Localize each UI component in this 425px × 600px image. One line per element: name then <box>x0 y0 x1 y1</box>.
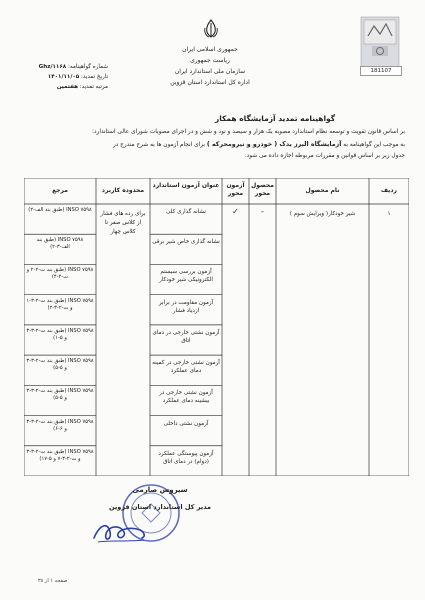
header-test-title: عنوان آزمون استاندارد <box>152 182 220 189</box>
test-reference: INSO ۷۵۹۸ (طبق بند ت-۲-۳-۳ و ۵-۱) <box>26 327 94 341</box>
issuer-line-2: ریاست جمهوری <box>190 57 230 64</box>
test-title: آزمون مقاومت در برابر ازدیاد فشار <box>158 299 214 314</box>
test-reference: INSO ۷۵۹۸ (طبق بند ت-۲-۳-۳ و ۶-۶) <box>26 418 94 432</box>
document-title: گواهینامه تمدید آزمایشگاه همکار <box>214 114 336 123</box>
scope-table <box>24 178 409 476</box>
permission-post: برای انجام آزمون ها به شرح مندرج در <box>112 142 207 148</box>
renewal-date-label: تاریخ تمدید: <box>80 74 108 80</box>
test-reference: INSO ۷۵۹۸ (طبق بند ت-۲-۳-۳ و ۵-۵) <box>26 358 94 372</box>
header-reference: مرجع <box>52 187 68 194</box>
test-title: نشانه گذاری خاص شیر برقی <box>152 239 220 246</box>
test-reference: INSO ۷۵۹۸ (طبق بند الف-۳-۲) <box>36 237 84 251</box>
renewal-round-row <box>28 82 108 92</box>
header-product-name: نام محصول <box>305 187 340 194</box>
renewal-date-row <box>28 72 108 82</box>
certificate-meta <box>28 62 108 92</box>
test-title: آزمون نشتی خارجی در کمینه دمای عملکرد <box>152 360 220 375</box>
test-title: آزمون بررسی سیستم الکترونیکی شیر خودکار <box>159 269 213 284</box>
product-name: شیر خودکار( ویرایش سوم ) <box>289 211 356 217</box>
permission-paragraph <box>20 140 405 150</box>
header-row-number: ردیف <box>381 187 397 194</box>
test-title: آزمون نشتی خارجی در دمای اتاق <box>152 329 220 344</box>
renewal-date-value: ۱۴۰۱/۱۱/۰۵ <box>47 74 80 80</box>
renewal-round-value: هفتمین <box>56 84 78 90</box>
page-number: صفحه ۱ از ۳۸ <box>38 578 68 584</box>
test-title: نشانه گذاری کلی <box>166 209 206 215</box>
product-axis-value: - <box>261 207 264 216</box>
permission-pre: به موجب این گواهینامه به <box>341 142 405 148</box>
issuer-line-3: سازمان ملی استاندارد ایران <box>174 68 246 75</box>
renewal-round-label: مرتبه تمدید: <box>79 84 108 90</box>
cert-number-label: شماره گواهینامه: <box>67 64 108 70</box>
laboratory-name: آزمایشگاه البرز یدک ( خودرو و نیرومحرکه ) <box>206 141 342 148</box>
test-title: آزمون پیوستگی عملکرد (دوام) در دمای اتاق <box>158 450 214 465</box>
signer-title: مدیر کل استاندارد استان قزوین <box>108 503 211 511</box>
header-test-axis: آزمون محور <box>226 182 245 197</box>
handwritten-signature-icon <box>90 518 150 546</box>
permission-paragraph-end: جدول زیر بر اساس قوانین و مقررات مربوطه اجازه داده می شود. <box>244 153 405 159</box>
row-number: ۱ <box>387 211 391 217</box>
test-reference: INSO ۷۵۹۸ (طبق بند ت-۲-۳-۱ و ت-۲-۳-۲) <box>26 297 94 311</box>
issuer-block <box>150 44 270 88</box>
header-product-axis: محصول محور <box>251 182 274 197</box>
test-title: آزمون نشتی داخلی <box>163 420 209 427</box>
test-reference: INSO ۷۵۹۸ (طبق بند الف-۲) <box>28 207 92 213</box>
test-axis-check: ✓ <box>232 207 239 216</box>
cert-number-row <box>28 62 108 72</box>
test-reference: INSO ۷۵۹۸ (طبق بند ت-۲-۲ و ت-۲-۴) <box>26 267 94 281</box>
issuer-line-4: اداره کل استاندارد استان قزوین <box>170 79 250 86</box>
issuer-line-1: جمهوری اسلامی ایران <box>182 46 238 53</box>
signer-name: سیروس صارمی <box>132 486 188 494</box>
iran-emblem-icon <box>200 18 222 40</box>
test-title: آزمون نشتی خارجی در بیشینه دمای عملکرد <box>159 390 213 405</box>
hologram-seal-icon <box>360 16 400 70</box>
hologram-serial: 181107 <box>360 66 402 76</box>
header-scope: محدوده کاربرد <box>101 187 145 194</box>
cert-number-value: Ghz/۱۱۶۸ <box>38 64 67 70</box>
test-reference: INSO ۷۵۹۸ (طبق بند ت-۲-۳-۳ و ت-۲-۳-۷ و ۵-۱۷) <box>26 448 94 462</box>
test-reference: INSO ۷۵۹۸ (طبق بند ت-۲-۳-۳ و ۵-۵) <box>26 388 94 402</box>
application-scope: برای رده های فشار از کلاس صفر تا کلاس چهار <box>100 211 146 235</box>
preamble-paragraph: بر اساس قانون تقویت و توسعه نظام استاندارد مصوبه یک هزار و سیصد و نود و شش و در اجرای مصوبات شورای عالی استاندارد: <box>92 129 405 135</box>
